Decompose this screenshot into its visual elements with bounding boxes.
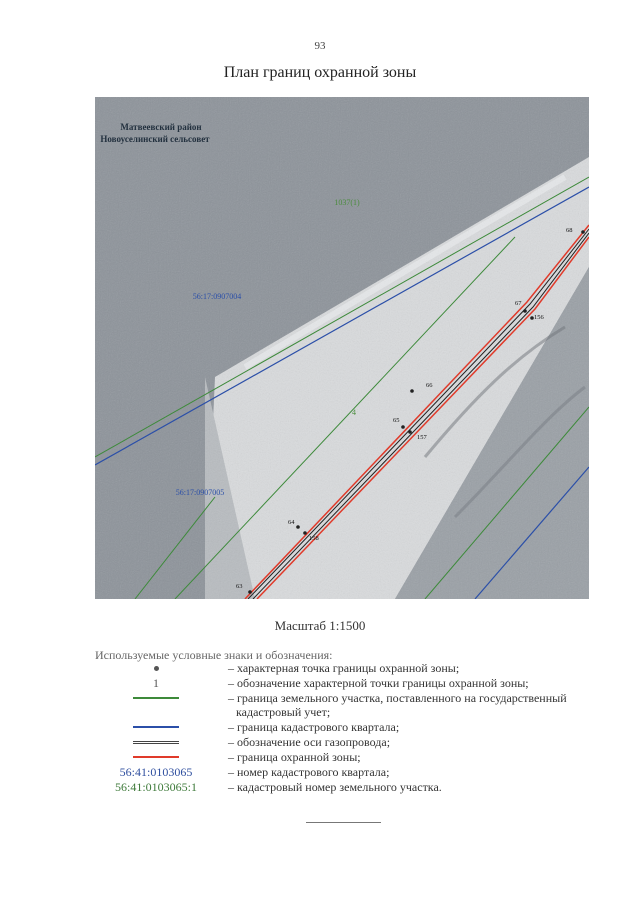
double-line-symbol	[133, 741, 179, 744]
legend-text: – обозначение оси газопровода;	[228, 735, 391, 749]
legend-text: – граница охранной зоны;	[228, 750, 361, 764]
boundary-point	[523, 309, 527, 313]
legend-item	[95, 676, 595, 690]
legend-text: – граница земельного участка, поставленного на государственный кадастровый учет;	[228, 691, 567, 719]
parcel-code-symbol: 56:41:0103065:1	[114, 780, 197, 794]
zone-number-label: 4	[352, 408, 356, 417]
point-label: 68	[566, 227, 573, 234]
legend-title: Используемые условные знаки и обозначения:	[95, 648, 333, 662]
signature-line	[306, 822, 381, 823]
region-label: Новоуселинский сельсовет	[100, 134, 210, 144]
legend-text: – кадастровый номер земельного участка.	[228, 780, 442, 794]
page-title: План границ охранной зоны	[223, 64, 417, 81]
parcel-number-label: 1037(1)	[334, 198, 360, 207]
quarter-number-label: 56:17:0907005	[175, 488, 225, 497]
boundary-point	[401, 425, 405, 429]
boundary-point	[248, 590, 252, 594]
region-label: Матвеевский район	[120, 122, 202, 132]
red-line-symbol	[133, 756, 179, 758]
boundary-point	[581, 230, 585, 234]
legend-item	[95, 765, 595, 779]
legend-text: – номер кадастрового квартала;	[228, 765, 390, 779]
point-label: 63	[236, 583, 243, 590]
legend-text: – характерная точка границы охранной зоны;	[228, 661, 460, 675]
point-label: 67	[515, 300, 522, 307]
green-line-symbol	[133, 697, 179, 699]
map-svg	[95, 97, 589, 599]
legend-item	[95, 691, 595, 719]
page-number: 93	[314, 40, 326, 52]
point-label: 157	[417, 434, 427, 441]
blue-line-symbol	[133, 726, 179, 728]
legend-item	[95, 780, 595, 794]
point-label: 64	[288, 519, 295, 526]
legend-item	[95, 661, 595, 675]
point-label: 156	[534, 314, 544, 321]
point-label: 66	[426, 382, 433, 389]
boundary-point	[408, 430, 412, 434]
boundary-point	[303, 531, 307, 535]
scale-label: Масштаб 1:1500	[274, 618, 366, 633]
legend-item	[95, 750, 595, 764]
boundary-point	[296, 525, 300, 529]
quarter-number-label: 56:17:0907004	[192, 292, 242, 301]
legend-item	[95, 735, 595, 749]
map-image	[95, 97, 589, 599]
legend-item	[95, 720, 595, 734]
legend	[95, 661, 595, 795]
legend-text: – граница кадастрового квартала;	[228, 720, 400, 734]
point-label: 158	[309, 535, 319, 542]
point-number-symbol: 1	[153, 676, 159, 690]
point-marker-icon	[154, 666, 159, 671]
legend-text: – обозначение характерной точки границы охранной зоны;	[228, 676, 529, 690]
quarter-code-symbol: 56:41:0103065	[119, 765, 193, 779]
point-label: 65	[393, 417, 400, 424]
boundary-point	[410, 389, 414, 393]
